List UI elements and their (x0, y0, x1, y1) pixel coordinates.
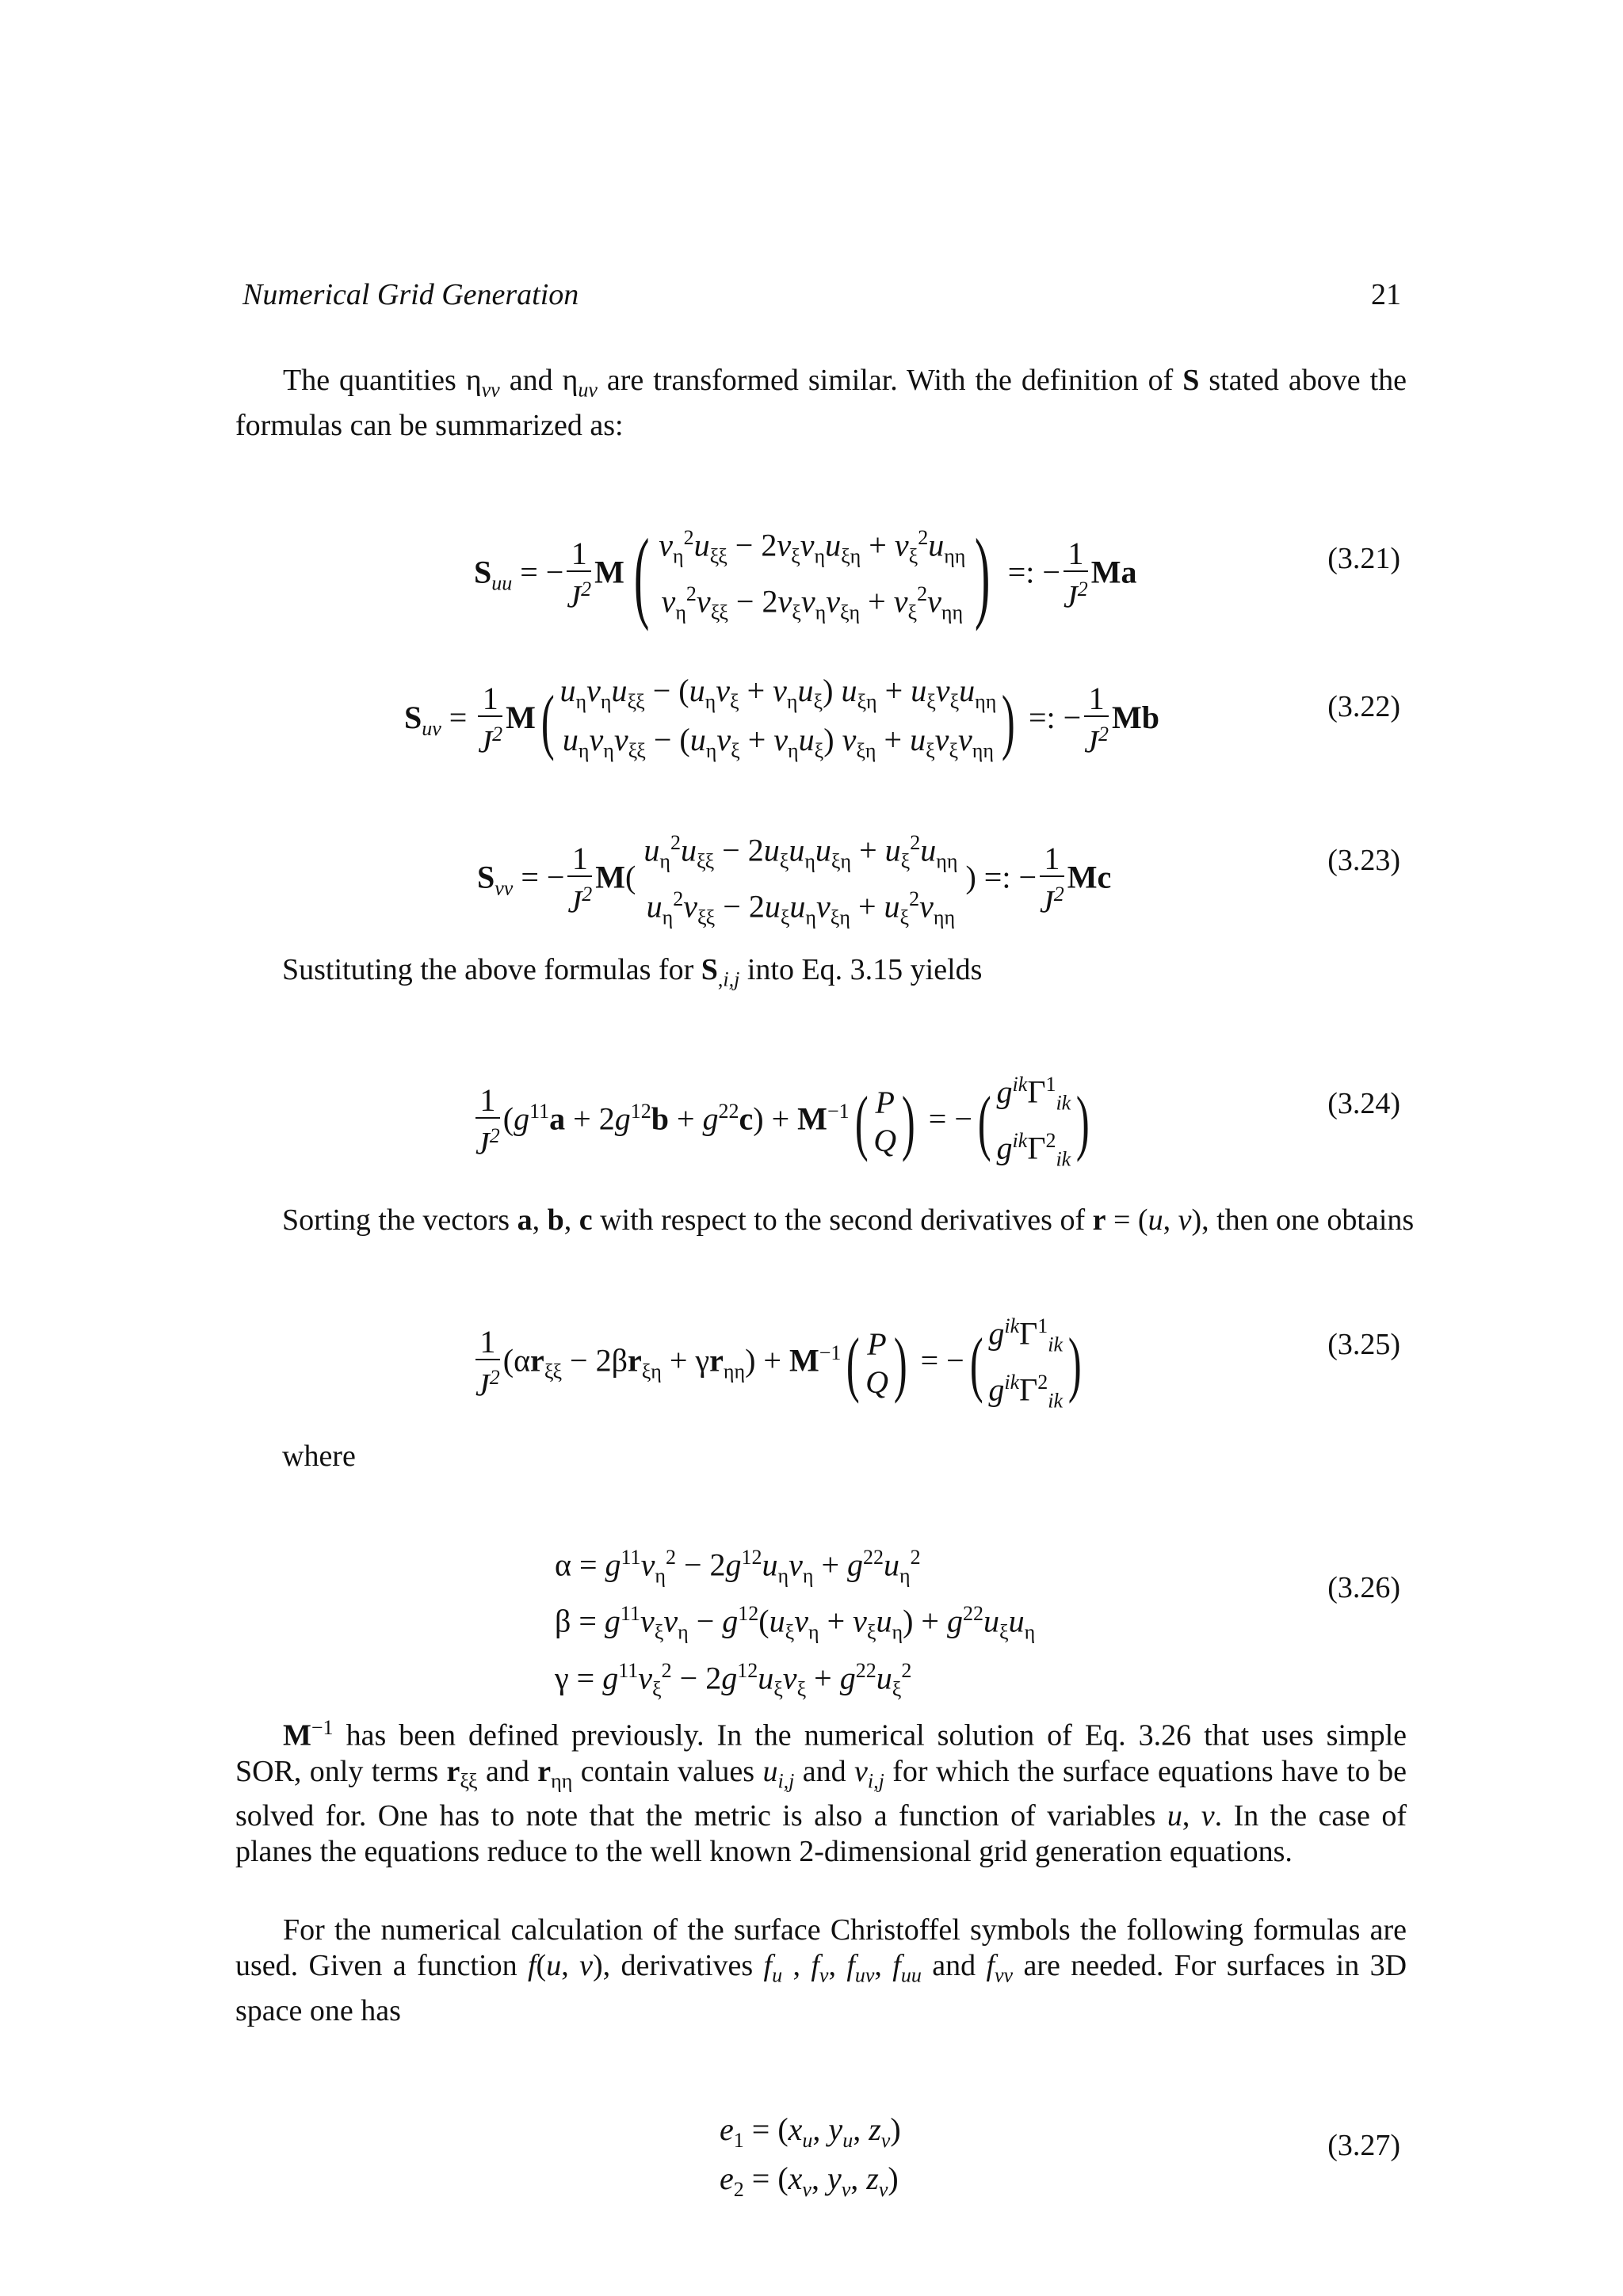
paragraph-christoffel: For the numerical calculation of the surface Christoffel symbols the following formulas are used. Given a function f(u, v), derivatives $f_u$ , $f_v$, $f_{uv}$, $f_{uu}$ and $f_{vv}$ are needed. For surfaces in 3D space one has (235, 1913, 1407, 2027)
equation-number-3-22: (3.22) (1327, 690, 1400, 723)
equation-3-27: $e_1 = (x_u$, $y_u$, $z_v$) $e_2 = (x_v$, $y_v$, $z_v$) (720, 2111, 901, 2201)
equation-number-3-27: (3.27) (1327, 2129, 1400, 2162)
paragraph-sor: $M^{-1}$ has been defined previously. In the numerical solution of Eq. 3.26 that uses simple SOR, only terms $r_{\xi\xi}$ and $r_{\eta\eta}$ contain values $u_{i,j}$ and $v_{i,j}$ for which the surface equations have to be solved for. One has to note that the metric is also a function of variables u, v. In the case of planes the equations reduce to the well known 2-dimensional grid generation equations. (235, 1716, 1407, 1869)
equation-number-3-24: (3.24) (1327, 1087, 1400, 1120)
equation-3-26: $\alpha = g^{11}v_\eta^2 - 2g^{12}u_\eta v_\eta + g^{22}u_\eta^2$ $\beta = g^{11}v_\xi v_\eta - g^{12}(u_\xi v_\eta + v_\xi u_\eta) + g^{22}u_\xi u_\eta$ $\gamma = g^{11}v_\xi^2 - 2g^{12}u_\xi v_\xi + g^{22}u_\xi^2$ (555, 1546, 1036, 1700)
equation-3-25: $\frac{1}{J^2}$ $(\alpha r_{\xi\xi} - 2\beta r_{\xi\eta} + \gamma r_{\eta\eta}) + M^{-1}$( P Q ) = −( $g^{ik}\Gamma^1_{ik}$ $g^{ik}\Gamma^2_{ik}$ ) (475, 1314, 1082, 1413)
equation-number-3-26: (3.26) (1327, 1571, 1400, 1604)
paragraph-substitution: Sustituting the above formulas for $S_{,i,j}$ into Eq. 3.15 yields (282, 953, 983, 991)
equation-3-24: $\frac{1}{J^2}$ $(g^{11}a + 2g^{12}b + g^{22}c) + M^{-1}$( P Q ) = −( $g^{ik}\Gamma^1_{ik}$ $g^{ik}\Gamma^2_{ik}$ ) (475, 1073, 1090, 1171)
paragraph-intro: The quantities $\eta_{vv}$ and $\eta_{uv}$ are transformed similar. With the definition of S stated above the formulas can be summarized as: (235, 364, 1407, 442)
running-header-title: Numerical Grid Generation (242, 278, 579, 311)
equation-3-21: $S_{uu}$ = − $\frac{1}{J^2}$ M( $v_\eta^2u_{\xi\xi} - 2v_\xi v_\eta u_{\xi\eta} + v_\xi^2u_{\eta\eta}$ $v_\eta^2v_{\xi\xi} - 2v_\xi v_\eta v_{\xi\eta} + v_\xi^2v_{\eta\eta}$ ) =: − $\frac{1}{J^2}$ Ma (474, 518, 1137, 633)
equation-number-3-23: (3.23) (1327, 844, 1400, 877)
page-number: 21 (1371, 278, 1401, 311)
equation-3-22: $S_{uv}$ = $\frac{1}{J^2}$ M( $u_\eta v_\eta u_{\xi\xi} - (u_\eta v_\xi + v_\eta u_\xi) u_{\xi\eta} + u_\xi v_\xi u_{\eta\eta}$ $u_\eta v_\eta v_{\xi\xi} - (u_\eta v_\xi + v_\eta u_\xi) v_{\xi\eta} + u_\xi v_\xi v_{\eta\eta}$ ) =: − $\frac{1}{J^2}$ Mb (404, 673, 1159, 762)
equation-number-3-25: (3.25) (1327, 1328, 1400, 1361)
equation-3-23: $S_{vv}$ = − $\frac{1}{J^2}$ M( $u_\eta^2u_{\xi\xi} - 2u_\xi u_\eta u_{\xi\eta} + u_\xi^2u_{\eta\eta}$ $u_\eta^2v_{\xi\xi} - 2u_\xi u_\eta v_{\xi\eta} + u_\xi^2v_{\eta\eta}$ ) =: − $\frac{1}{J^2}$ Mc (477, 831, 1112, 929)
equation-number-3-21: (3.21) (1327, 542, 1400, 575)
where-label: where (282, 1440, 356, 1473)
paragraph-sorting: Sorting the vectors a, b, c with respect to the second derivatives of r = (u, v), then one obtains (282, 1203, 1415, 1237)
